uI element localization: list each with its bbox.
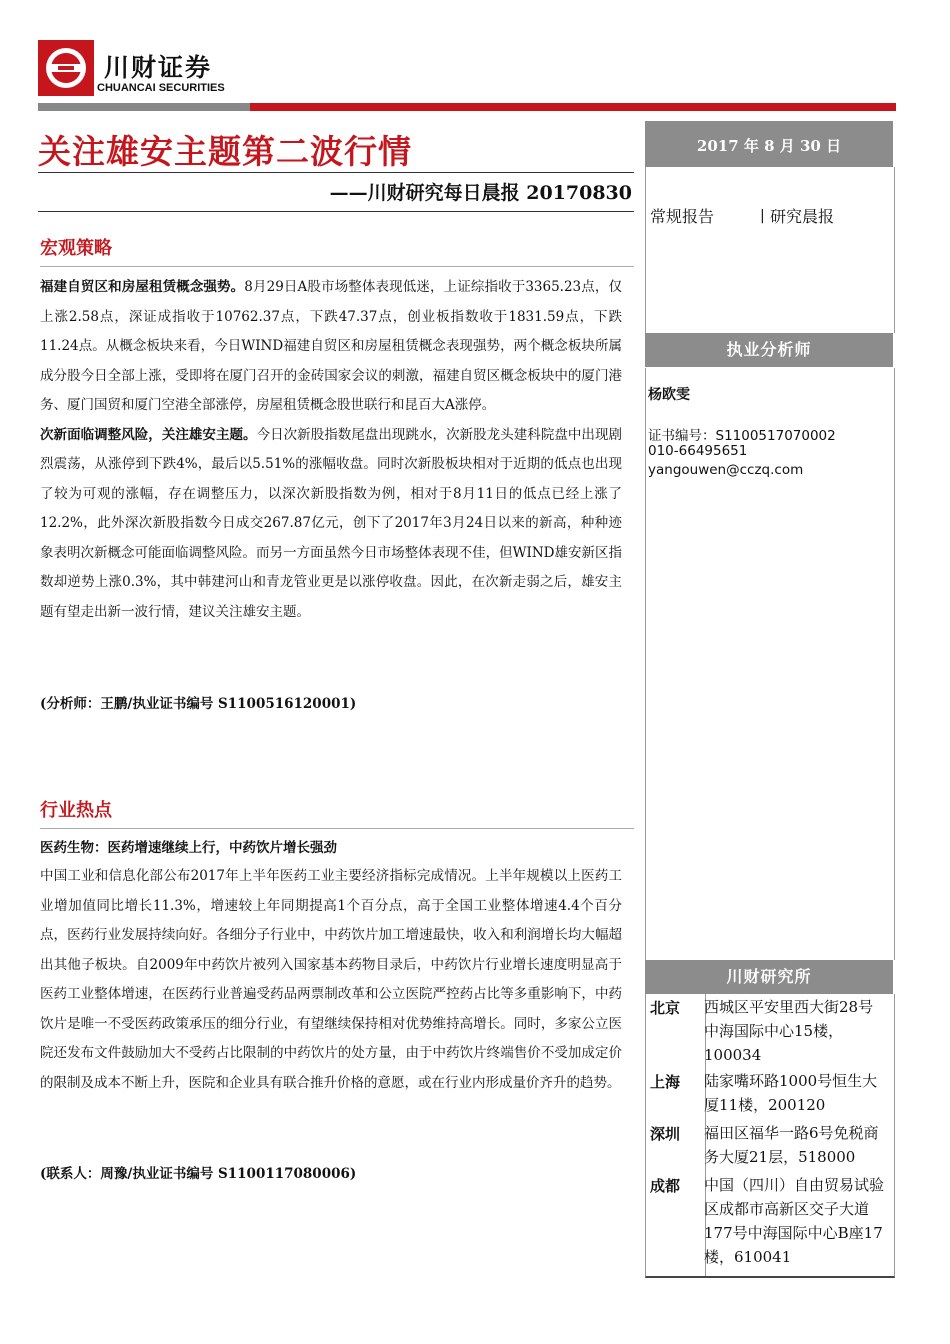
title-divider — [38, 172, 634, 173]
office-city-beijing: 北京 — [650, 999, 681, 1017]
report-date: 2017 年 8 月 30 日 — [645, 121, 893, 167]
macro-p2-lead: 次新面临调整风险，关注雄安主题。 — [40, 426, 257, 443]
office-city-chengdu: 成都 — [650, 1177, 681, 1195]
macro-p2-body: 今日次新股指数尾盘出现跳水，次新股龙头建科院盘中出现剧烈震荡，从涨停到下跌4%，最后以5.51%的涨幅收盘。同时次新股板块相对于近期的低点也出现了较为可观的涨幅，存在调整压力，以深次新股指数为例，相对于8月11日的低点已经上涨了12.2%，此外深次新股指数今日成交267.87亿元，创下了2017年3月24日以来的新高，种种迹象表明次新概念可能面临调整风险。而另一方面虽然今日市场整体表现不佳，但WIND雄安新区指数却逆势上涨0.3%，其中韩建河山和青龙管业更是以涨停收盘。因此，在次新走弱之后，雄安主题有望走出新一波行情，建议关注雄安主题。 — [40, 426, 623, 620]
macro-p1-lead: 福建自贸区和房屋租赁概念强势。 — [40, 279, 245, 295]
macro-analyst-note: (分析师：王鹏/执业证书编号 S1100516120001) — [40, 696, 357, 712]
header-bar-gray — [38, 103, 250, 111]
macro-paragraph-2 — [40, 421, 622, 628]
analyst-header: 执业分析师 — [645, 333, 893, 367]
brand-name-en: CHUANCAI SECURITIES — [97, 82, 225, 94]
office-address-shanghai: 陆家嘴环路1000号恒生大厦11楼，200120 — [704, 1072, 878, 1114]
analyst-email[interactable]: yangouwen@cczq.com — [648, 462, 804, 478]
analyst-cert: 证书编号：S1100517070002 — [648, 428, 836, 444]
analyst-name: 杨欧雯 — [648, 387, 690, 403]
macro-section-body — [40, 273, 622, 627]
industry-body: 中国工业和信息化部公布2017年上半年医药工业主要经济指标完成情况。上半年规模以上医药工业增加值同比增长11.3%，增速较上年同期提高1个百分点，高于全国工业整体增速4.4个百分点，医药行业发展持续向好。各细分子行业中，中药饮片加工增速最快，收入和利润增长均大幅超出其他子板块。自2009年中药饮片被列入国家基本药物目录后，中药饮片行业增长速度明显高于医药工业整体增速，在医药行业普遍受药品两票制改革和公立医院严控药占比等多重影响下，中药饮片是唯一不受医药政策承压的细分行业，有望继续保持相对优势维持高增长。同时，多家公立医院还发布文件鼓励加大不受药占比限制的中药饮片的处方量，由于中药饮片终端售价不受加成定价的限制及成本不断上升，医院和企业具有联合推升价格的意愿，或在行业内形成量价齐升的趋势。 — [40, 868, 622, 1091]
industry-subheading: 医药生物：医药增速继续上行，中药饮片增长强劲 — [40, 840, 337, 856]
company-logo — [38, 40, 94, 96]
report-type: 常规报告 — [650, 207, 715, 226]
analyst-phone: 010-66495651 — [648, 443, 748, 459]
industry-contact-note: (联系人：周豫/执业证书编号 S1100117080006) — [40, 1166, 357, 1182]
macro-p1-body: 8月29日A股市场整体表现低迷，上证综指收于3365.23点，仅上涨2.58点，深证成指收于10762.37点，下跌47.37点，创业板指数收于1831.59点，下跌11.24点。从概念板块来看，今日WIND福建自贸区和房屋租赁概念表现强势，两个概念板块所属成分股今日全部上涨，受即将在厦门召开的金砖国家会议的刺激，福建自贸区概念板块中的厦门港务、厦门国贸和厦门空港全部涨停，房屋租赁概念股世联行和昆百大A涨停。 — [40, 279, 623, 413]
brand-name-cn: 川财证券 — [104, 53, 213, 82]
report-separator: | — [760, 208, 765, 224]
report-title: 关注雄安主题第二波行情 — [38, 132, 412, 171]
report-category: 研究晨报 — [770, 207, 835, 226]
section-heading-industry: 行业热点 — [40, 796, 112, 822]
office-address-chengdu: 中国（四川）自由贸易试验区成都市高新区交子大道177号中海国际中心B座17楼，610041 — [704, 1176, 885, 1266]
subtitle-divider — [38, 211, 634, 212]
office-city-shenzhen: 深圳 — [650, 1125, 681, 1143]
office-address-shenzhen: 福田区福华一路6号免税商务大厦21层，518000 — [704, 1124, 879, 1166]
macro-paragraph-1 — [40, 273, 622, 421]
report-subtitle: ——川财研究每日晨报 20170830 — [329, 182, 632, 204]
office-city-shanghai: 上海 — [650, 1073, 681, 1091]
header-bar-red — [250, 103, 896, 111]
section-heading-macro: 宏观策略 — [40, 234, 112, 260]
institute-header: 川财研究所 — [645, 960, 893, 994]
report-meta-box — [645, 167, 895, 333]
office-address-beijing: 西城区平安里西大街28号中海国际中心15楼，100034 — [704, 998, 874, 1064]
